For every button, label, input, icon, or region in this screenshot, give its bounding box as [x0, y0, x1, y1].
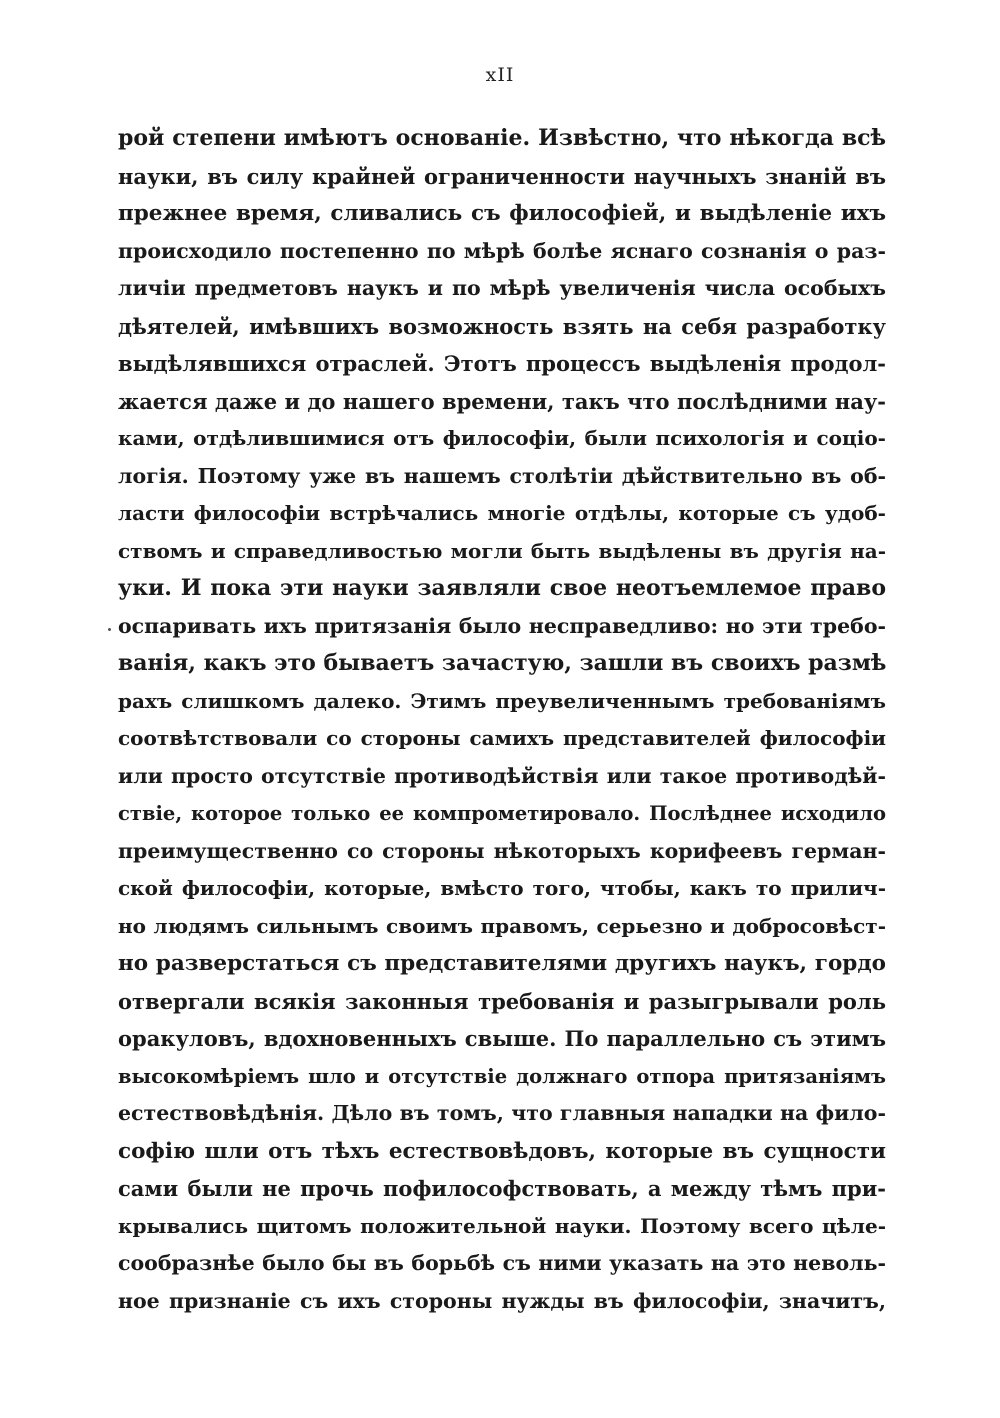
text-line: ное признаніе съ ихъ стороны нужды въ философіи, значитъ,	[118, 1288, 886, 1313]
text-line: происходило постепенно по мѣрѣ болѣе яснаго сознанія о раз-	[118, 238, 886, 263]
text-line: но людямъ сильнымъ своимъ правомъ, серьезно и добросовѣст-	[118, 913, 886, 938]
text-line: или просто отсутствіе противодѣйствія или такое противодѣй-	[118, 763, 886, 788]
text-line: дѣятелей, имѣвшихъ возможность взять на себя разработку	[118, 313, 886, 339]
text-line: соотвѣтствовали со стороны самихъ представителей философіи	[118, 726, 886, 750]
text-line: ванія, какъ это бываетъ зачастую, зашли въ своихъ размѣ	[118, 650, 886, 676]
text-line: ствіе, которое только ее компрометировало. Послѣднее исходило	[118, 802, 886, 825]
text-line: преимущественно со стороны нѣкоторыхъ корифеевъ герман-	[118, 838, 886, 863]
text-line: рахъ слишкомъ далеко. Этимъ преувеличеннымъ требованіямъ	[118, 688, 886, 713]
text-line: оракуловъ, вдохновенныхъ свыше. По параллельно съ этимъ	[118, 1026, 886, 1051]
text-line: сообразнѣе было бы въ борьбѣ съ ними указать на это неволь-	[118, 1251, 886, 1275]
text-line: естествовѣдѣнія. Дѣло въ томъ, что главныя нападки на фило-	[118, 1101, 886, 1125]
body-text	[118, 120, 886, 1320]
page-number: xII	[485, 64, 515, 86]
text-line: оспаривать ихъ притязанія было несправедливо: но эти требо-	[118, 613, 886, 638]
text-line: жается даже и до нашего времени, такъ что послѣдними нау-	[118, 388, 886, 414]
text-line: личіи предметовъ наукъ и по мѣрѣ увеличенія числа особыхъ	[118, 276, 886, 300]
text-line: ствомъ и справедливостью могли быть выдѣлены въ другія на-	[118, 538, 886, 563]
ink-speck	[108, 628, 111, 631]
text-line: науки, въ силу крайней ограниченности научныхъ знаній въ	[118, 163, 886, 189]
text-line: но разверстаться съ представителями другихъ наукъ, гордо	[118, 951, 886, 976]
text-line: прежнее время, сливались съ философіей, и выдѣленіе ихъ	[118, 201, 886, 226]
text-line: логія. Поэтому уже въ нашемъ столѣтіи дѣйствительно въ об-	[118, 463, 886, 488]
text-line: ласти философіи встрѣчались многіе отдѣлы, которые съ удоб-	[118, 501, 886, 525]
text-line: рой степени имѣютъ основаніе. Извѣстно, что нѣкогда всѣ	[118, 125, 886, 151]
text-line: отвергали всякія законныя требованія и разыгрывали роль	[118, 988, 886, 1014]
text-line: сами были не прочь пофилософствовать, а между тѣмъ при-	[118, 1176, 886, 1201]
text-line: ской философіи, которые, вмѣсто того, чтобы, какъ то прилич-	[118, 876, 886, 900]
text-line: высокомѣріемъ шло и отсутствіе должнаго отпора притязаніямъ	[118, 1064, 886, 1088]
text-line: софію шли отъ тѣхъ естествовѣдовъ, которые въ сущности	[118, 1138, 886, 1164]
text-line: выдѣлявшихся отраслей. Этотъ процессъ выдѣленія продол-	[118, 351, 886, 376]
text-line: ками, отдѣлившимися отъ философіи, были психологія и соціо-	[118, 426, 886, 450]
text-line: уки. И пока эти науки заявляли свое неотъемлемое право	[118, 575, 886, 601]
text-line: крывались щитомъ положительной науки. Поэтому всего цѣле-	[118, 1213, 886, 1238]
